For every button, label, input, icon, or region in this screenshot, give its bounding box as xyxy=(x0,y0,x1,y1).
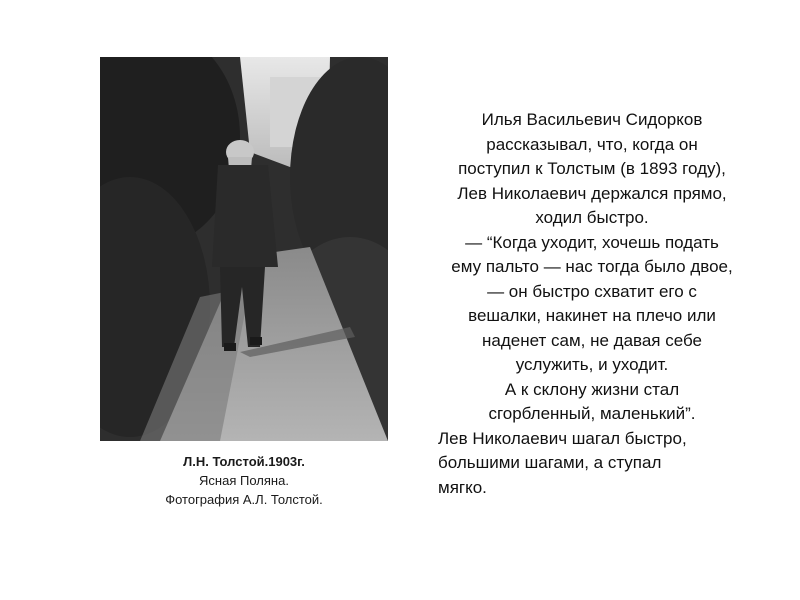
text-line: Лев Николаевич шагал быстро, xyxy=(438,428,687,448)
text-line: наденет сам, не давая себе xyxy=(481,330,703,350)
photo-caption xyxy=(100,452,388,509)
caption-place: Ясная Поляна. xyxy=(199,473,289,488)
text-line: услужить, и уходит. xyxy=(515,355,669,374)
text-line: рассказывал, что, когда он xyxy=(486,134,698,154)
text-line: вешалки, накинет на плечо или xyxy=(468,306,716,325)
text-line: Илья Васильевич Сидорков xyxy=(481,110,703,129)
text-line: Лев Николаевич держался прямо, xyxy=(457,183,727,203)
text-line: большими шагами, а ступал xyxy=(438,453,662,472)
text-line: — “Когда уходит, хочешь подать xyxy=(465,232,719,252)
text-line: сгорбленный, маленький”. xyxy=(488,404,696,423)
quote-text xyxy=(412,108,772,500)
photo-image xyxy=(100,57,388,441)
caption-credit: Фотография А.Л. Толстой. xyxy=(165,492,323,507)
text-line: А к склону жизни стал xyxy=(504,379,680,399)
text-line: ему пальто — нас тогда было двое, xyxy=(451,257,733,276)
text-line: поступил к Толстым (в 1893 году), xyxy=(458,159,726,178)
text-line: мягко. xyxy=(438,477,487,497)
text-line: — он быстро схватит его с xyxy=(487,281,697,301)
text-line: ходил быстро. xyxy=(535,208,649,227)
tolstoy-photo xyxy=(100,57,388,441)
caption-title: Л.Н. Толстой.1903г. xyxy=(183,454,305,469)
